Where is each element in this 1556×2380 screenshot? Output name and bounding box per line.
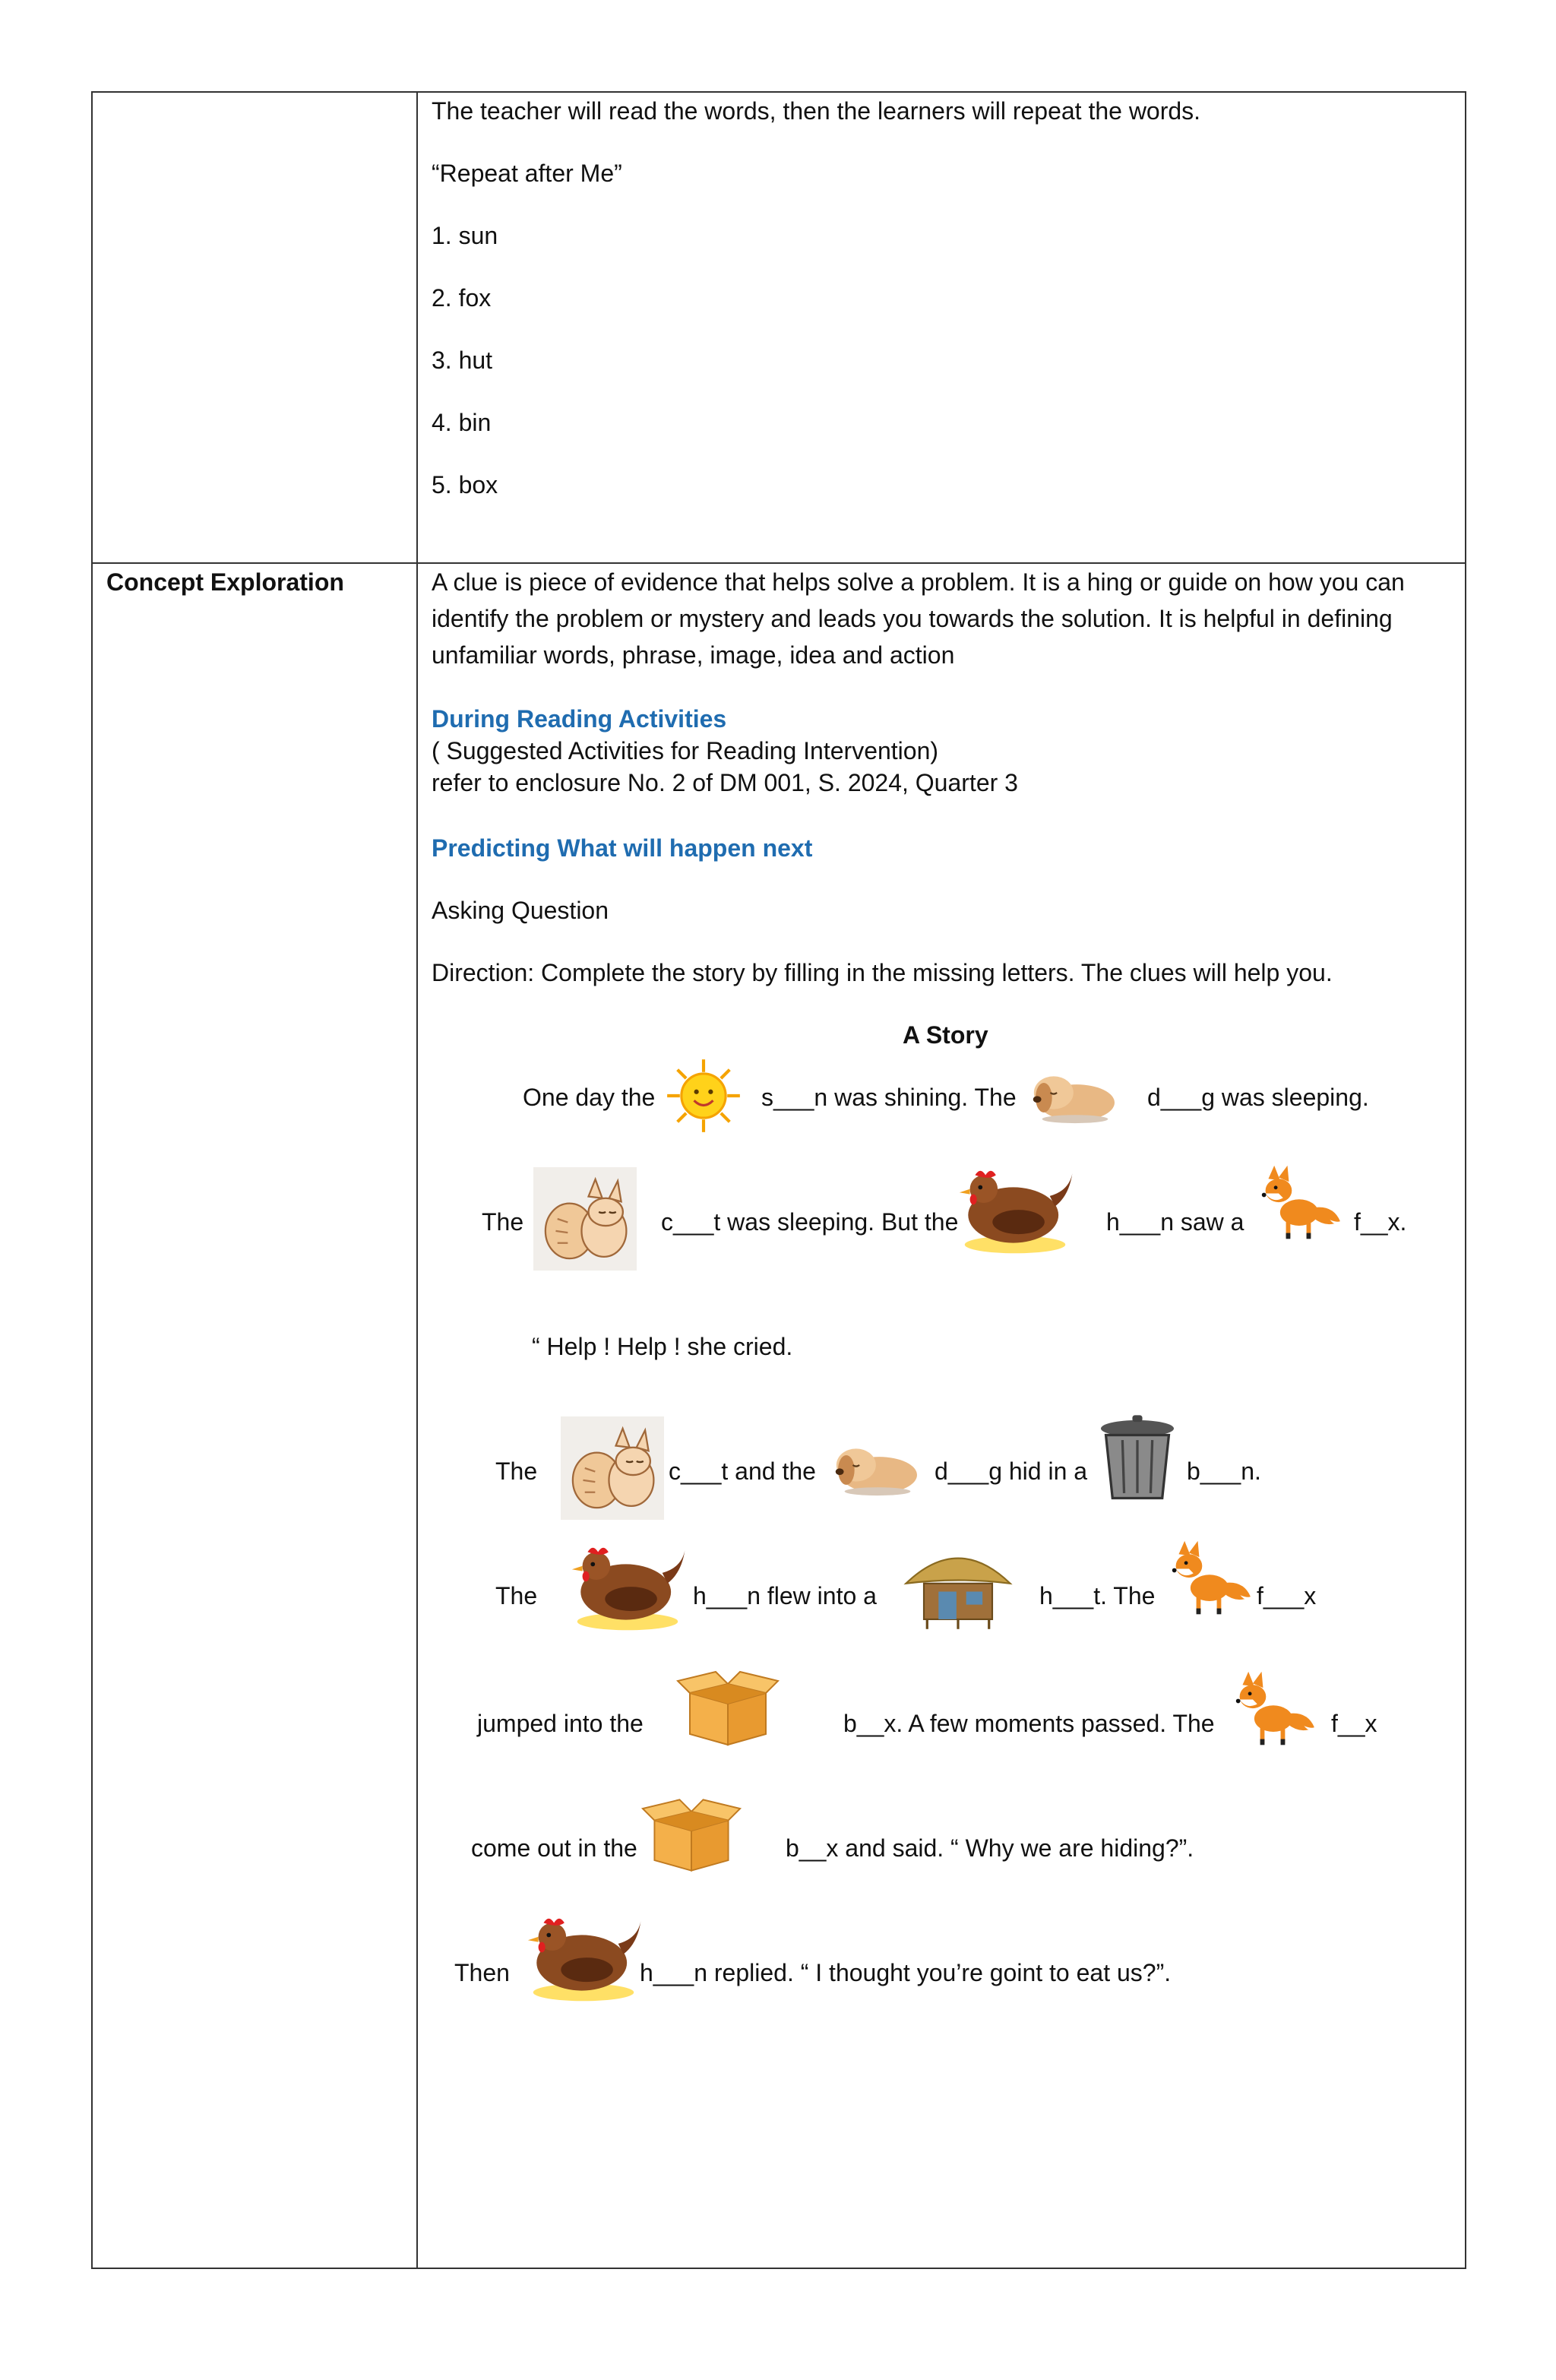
- clue-definition: A clue is piece of evidence that helps solve a problem. It is a hing or guide on how you can identify the problem or mystery and leads you towards the solution. It is helpful in defining unfamiliar words, phrase, image, idea and action: [432, 568, 1405, 669]
- story-text: b___n.: [1187, 1457, 1261, 1485]
- story-text: One day the: [523, 1084, 656, 1111]
- story-text: b__x and said. “ Why we are hiding?”.: [786, 1834, 1194, 1862]
- lesson-table: [91, 91, 1466, 2269]
- story-text: c___t and the: [669, 1457, 816, 1485]
- concept-content-cell: [418, 564, 1465, 2269]
- story-text: d___g was sleeping.: [1147, 1084, 1369, 1111]
- during-reading-note: ( Suggested Activities for Reading Intervention): [432, 737, 939, 764]
- word-item: 1. sun: [432, 222, 498, 249]
- word-item: 2. fox: [432, 284, 492, 312]
- predicting-heading: Predicting What will happen next: [432, 834, 813, 862]
- cat-icon: [561, 1416, 664, 1520]
- fox-icon: [1164, 1540, 1252, 1620]
- repeat-after-me-cell: [418, 93, 1465, 562]
- direction-text: Direction: Complete the story by filling in the missing letters. The clues will help you.: [432, 959, 1333, 986]
- during-reading-heading: During Reading Activities: [432, 705, 727, 733]
- story-text: Then: [454, 1959, 510, 1986]
- story-text: f__x: [1331, 1710, 1377, 1737]
- story-text: jumped into the: [477, 1710, 644, 1737]
- story-exercise: [418, 564, 1465, 2269]
- story-text: h___n saw a: [1106, 1208, 1244, 1236]
- hen-icon: [954, 1161, 1076, 1257]
- sun-icon: [664, 1056, 743, 1135]
- word-item: 3. hut: [432, 347, 493, 374]
- hen-icon: [523, 1909, 644, 2005]
- story-text: d___g hid in a: [935, 1457, 1088, 1485]
- story-text: The: [495, 1457, 538, 1485]
- story-text: h___n replied. “ I thought you’re goint to eat us?”.: [640, 1959, 1172, 1986]
- intro-text: The teacher will read the words, then the learners will repeat the words.: [432, 97, 1201, 125]
- trash-bin-icon: [1093, 1412, 1182, 1503]
- activity-title: “Repeat after Me”: [432, 160, 622, 187]
- asking-question: Asking Question: [432, 897, 609, 924]
- story-text: The: [482, 1208, 524, 1236]
- hen-icon: [567, 1538, 688, 1634]
- box-icon: [640, 1798, 743, 1872]
- story-text: h___t. The: [1039, 1582, 1156, 1609]
- story-text: “ Help ! Help ! she cried.: [532, 1333, 793, 1360]
- story-title: A Story: [903, 1021, 988, 1049]
- story-text: c___t was sleeping. But the: [661, 1208, 959, 1236]
- story-text: f__x.: [1354, 1208, 1407, 1236]
- story-text: b__x. A few moments passed. The: [843, 1710, 1215, 1737]
- enclosure-reference: refer to enclosure No. 2 of DM 001, S. 2024, Quarter 3: [432, 769, 1018, 796]
- fox-icon: [1228, 1670, 1316, 1751]
- story-text: f___x: [1257, 1582, 1317, 1609]
- word-item: 4. bin: [432, 409, 492, 436]
- story-text: h___n flew into a: [693, 1582, 877, 1609]
- dog-icon: [828, 1432, 927, 1499]
- word-item: 5. box: [432, 471, 498, 498]
- box-icon: [675, 1670, 781, 1746]
- concept-exploration-label: Concept Exploration: [106, 568, 344, 596]
- cat-icon: [533, 1167, 637, 1271]
- story-text: The: [495, 1582, 538, 1609]
- hut-icon: [901, 1541, 1015, 1631]
- fox-icon: [1254, 1164, 1342, 1245]
- dog-icon: [1026, 1059, 1124, 1126]
- story-text: come out in the: [471, 1834, 637, 1862]
- story-text: s___n was shining. The: [761, 1084, 1017, 1111]
